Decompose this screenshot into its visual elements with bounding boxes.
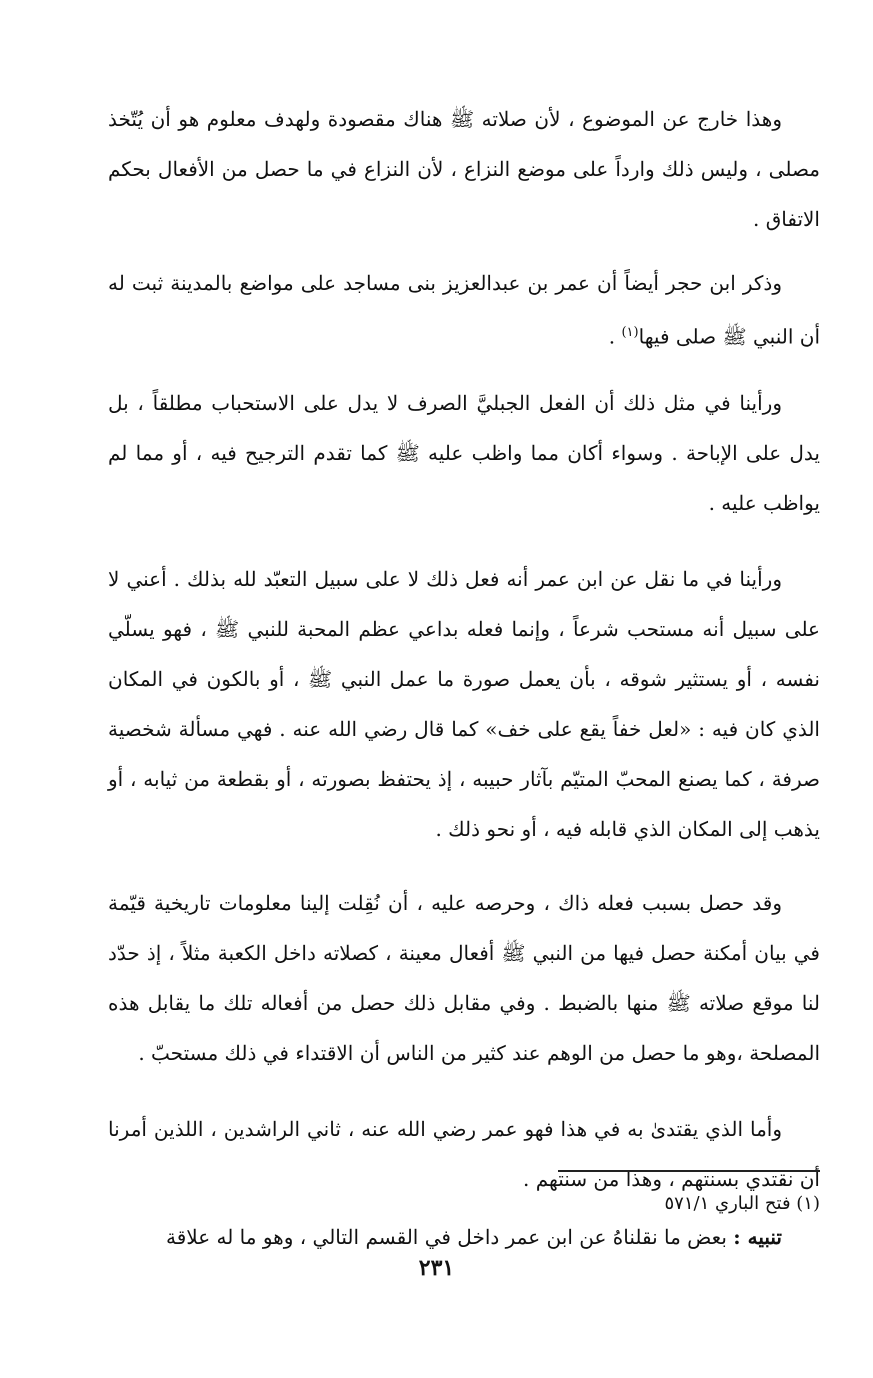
paragraph-4: ورأينا في ما نقل عن ابن عمر أنه فعل ذلك لا على سبيل التعبّد لله بذلك . أعني لا على سبيل أنه مستحب شرعاً ، وإنما فعله بداعي عظم المحبة للنبي ﷺ ، فهو يسلّي نفسه ، أو يستثير شوقه ، بأن يعمل صورة ما عمل النبي ﷺ ، أو بالكون في المكان الذي كان فيه : «لعل خفاً يقع على خف» كما قال رضي الله عنه . فهي مسألة شخصية صرفة ، كما يصنع المحبّ المتيّم بآثار حبيبه ، إذ يحتفظ بصورته ، أو بقطعة من ثيابه ، أو يذهب إلى المكان الذي قابله فيه ، أو نحو ذلك . (108, 566, 820, 841)
paragraph-5: وقد حصل بسبب فعله ذاك ، وحرصه عليه ، أن نُقِلت إلينا معلومات تاريخية قيّمة في بيان أمكنة حصل فيها من النبي ﷺ أفعال معينة ، كصلاته داخل الكعبة مثلاً ، إذ حدّد لنا موقع صلاته ﷺ منها بالضبط . وفي مقابل ذلك حصل من أفعاله تلك ما يقابل هذه المصلحة ،وهو ما حصل من الوهم عند كثير من الناس أن الاقتداء في ذلك مستحبّ . (108, 890, 820, 1065)
paragraph-1: وهذا خارج عن الموضوع ، لأن صلاته ﷺ هناك مقصودة ولهدف معلوم هو أن يُتّخذ مصلى ، وليس ذلك وارداً على موضع النزاع ، لأن النزاع في ما حصل من الأفعال بحكم الاتفاق . (108, 107, 820, 231)
paragraph-6: وأما الذي يقتدىٰ به في هذا فهو عمر رضي الله عنه ، ثاني الراشدين ، اللذين أمرنا أن نقتدي بسنتهم ، وهذا من سنتهم . (108, 1116, 820, 1191)
note-text: بعض ما نقلناهُ عن ابن عمر داخل في القسم التالي ، وهو ما له علاقة (165, 1224, 734, 1249)
main-text (108, 94, 820, 1262)
footnote-reference[interactable]: (١) (621, 325, 639, 340)
note-label: تنبيه : (733, 1224, 782, 1249)
page-number: ٢٣١ (418, 1255, 455, 1281)
paragraph-3: ورأينا في مثل ذلك أن الفعل الجبليَّ الصرف لا يدل على الاستحباب مطلقاً ، بل يدل على الإباحة . وسواء أكان مما واظب عليه ﷺ كما تقدم الترجيح فيه ، أو مما لم يواظب عليه . (108, 390, 820, 515)
paragraph-2-end: . (608, 324, 622, 349)
footnote-divider (558, 1170, 820, 1172)
paragraph-2-text: وذكر ابن حجر أيضاً أن عمر بن عبدالعزيز بنى مساجد على مواضع بالمدينة ثبت له أن النبي ﷺ صلى فيها (108, 271, 820, 349)
paragraph-2 (108, 258, 820, 362)
footnote: (١) فتح الباري ٥٧١/١ (664, 1193, 820, 1214)
